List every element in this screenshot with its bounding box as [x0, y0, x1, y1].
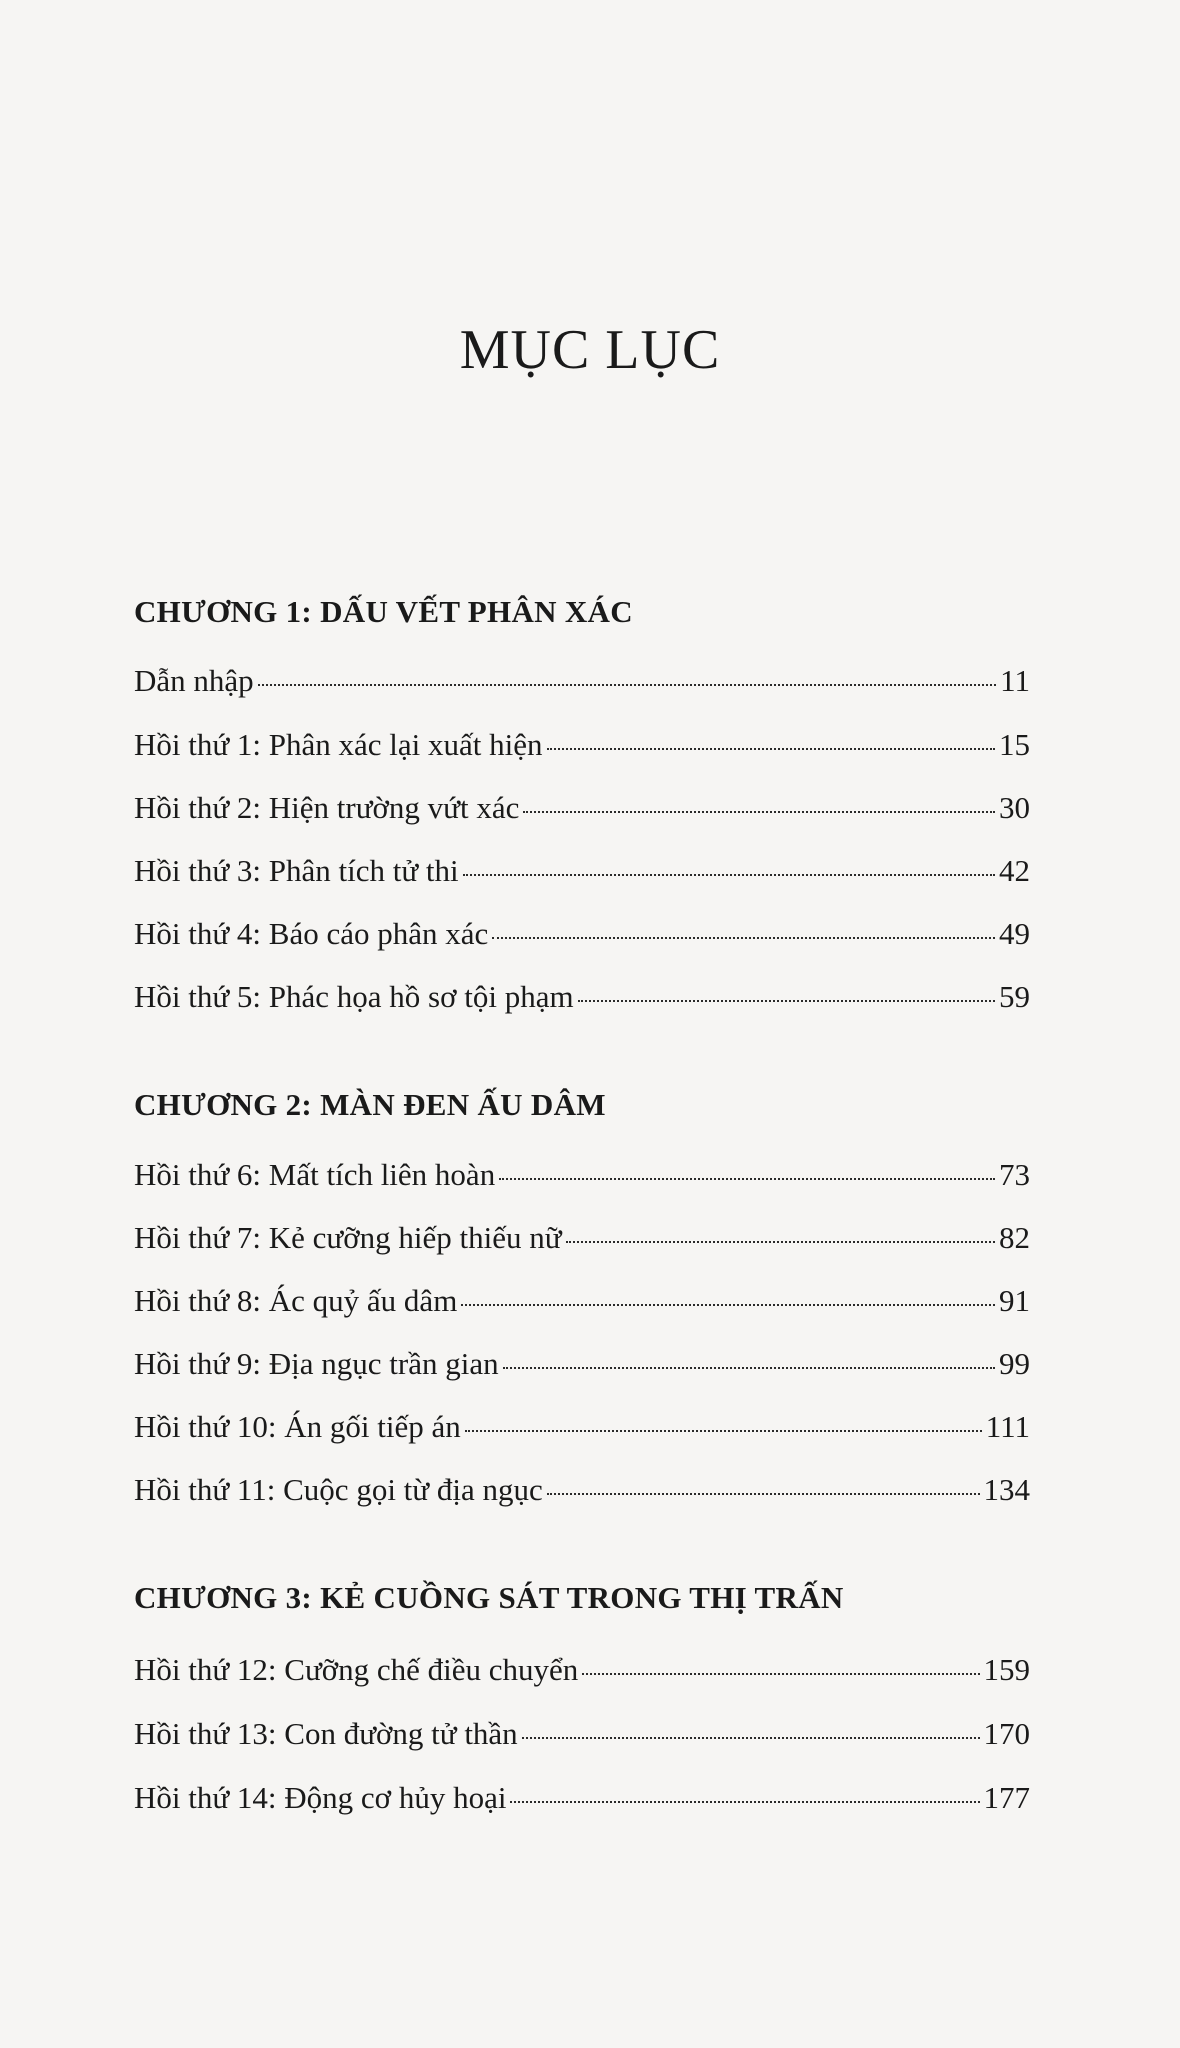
- toc-entry-label: Hồi thứ 5: Phác họa hồ sơ tội phạm: [134, 979, 574, 1014]
- toc-entry-page: 42: [999, 853, 1030, 888]
- toc-entry: [134, 979, 1030, 1023]
- dot-leader: [510, 1801, 979, 1803]
- toc-entry-page: 99: [999, 1346, 1030, 1381]
- toc-entry: [134, 1472, 1030, 1516]
- dot-leader: [492, 937, 995, 939]
- toc-entry: [134, 790, 1030, 834]
- toc-entry-page: 177: [983, 1780, 1030, 1815]
- toc-entry-page: 30: [999, 790, 1030, 825]
- toc-entry: [134, 663, 1030, 707]
- toc-entry-page: 49: [999, 916, 1030, 951]
- toc-entry: [134, 1283, 1030, 1327]
- toc-entry: [134, 1409, 1030, 1453]
- toc-entry: [134, 1346, 1030, 1390]
- toc-entry-label: Hồi thứ 6: Mất tích liên hoàn: [134, 1157, 496, 1192]
- dot-leader: [461, 1304, 995, 1306]
- dot-leader: [582, 1673, 979, 1675]
- toc-entry-page: 73: [999, 1157, 1030, 1192]
- toc-entry-label: Hồi thứ 3: Phân tích tử thi: [134, 853, 459, 888]
- toc-entry-label: Hồi thứ 1: Phân xác lại xuất hiện: [134, 727, 543, 762]
- toc-entry: [134, 853, 1030, 897]
- dot-leader: [499, 1178, 995, 1180]
- dot-leader: [566, 1241, 995, 1243]
- toc-entry-page: 159: [983, 1652, 1030, 1687]
- toc-entry-label: Hồi thứ 4: Báo cáo phân xác: [134, 916, 489, 951]
- toc-entry: [134, 1157, 1030, 1201]
- toc-entry-page: 111: [985, 1409, 1030, 1444]
- toc-entry: [134, 1652, 1030, 1696]
- toc-entry: [134, 916, 1030, 960]
- toc-entry-label: Hồi thứ 10: Án gối tiếp án: [134, 1409, 461, 1444]
- toc-entry-label: Hồi thứ 13: Con đường tử thần: [134, 1716, 518, 1751]
- toc-entry-page: 91: [999, 1283, 1030, 1318]
- page-title: MỤC LỤC: [459, 319, 721, 381]
- dot-leader: [465, 1430, 982, 1432]
- toc-entry: [134, 727, 1030, 771]
- chapter-heading-2: CHƯƠNG 2: MÀN ĐEN ẤU DÂM: [134, 1087, 606, 1122]
- dot-leader: [547, 1493, 980, 1495]
- dot-leader: [522, 1737, 980, 1739]
- dot-leader: [463, 874, 995, 876]
- dot-leader: [578, 1000, 995, 1002]
- toc-entry-label: Hồi thứ 2: Hiện trường vứt xác: [134, 790, 520, 825]
- toc-entry-page: 82: [999, 1220, 1030, 1255]
- toc-entry-page: 134: [983, 1472, 1030, 1507]
- toc-entry-page: 170: [983, 1716, 1030, 1751]
- toc-entry: [134, 1716, 1030, 1760]
- toc-entry-label: Hồi thứ 12: Cưỡng chế điều chuyển: [134, 1652, 579, 1687]
- toc-entry-page: 15: [999, 727, 1030, 762]
- toc-entry-label: Hồi thứ 11: Cuộc gọi từ địa ngục: [134, 1472, 543, 1507]
- dot-leader: [258, 684, 996, 686]
- dot-leader: [503, 1367, 995, 1369]
- toc-entry: [134, 1780, 1030, 1824]
- dot-leader: [547, 748, 995, 750]
- toc-entry-label: Hồi thứ 9: Địa ngục trần gian: [134, 1346, 499, 1381]
- toc-entry-page: 59: [999, 979, 1030, 1014]
- toc-entry-label: Dẫn nhập: [134, 663, 254, 698]
- dot-leader: [523, 811, 995, 813]
- toc-entry: [134, 1220, 1030, 1264]
- chapter-heading-1: CHƯƠNG 1: DẤU VẾT PHÂN XÁC: [134, 594, 633, 629]
- chapter-heading-3: CHƯƠNG 3: KẺ CUỒNG SÁT TRONG THỊ TRẤN: [134, 1580, 844, 1615]
- toc-entry-label: Hồi thứ 8: Ác quỷ ấu dâm: [134, 1283, 458, 1318]
- toc-entry-label: Hồi thứ 7: Kẻ cưỡng hiếp thiếu nữ: [134, 1220, 562, 1255]
- toc-entry-label: Hồi thứ 14: Động cơ hủy hoại: [134, 1780, 507, 1815]
- toc-entry-page: 11: [1000, 663, 1030, 698]
